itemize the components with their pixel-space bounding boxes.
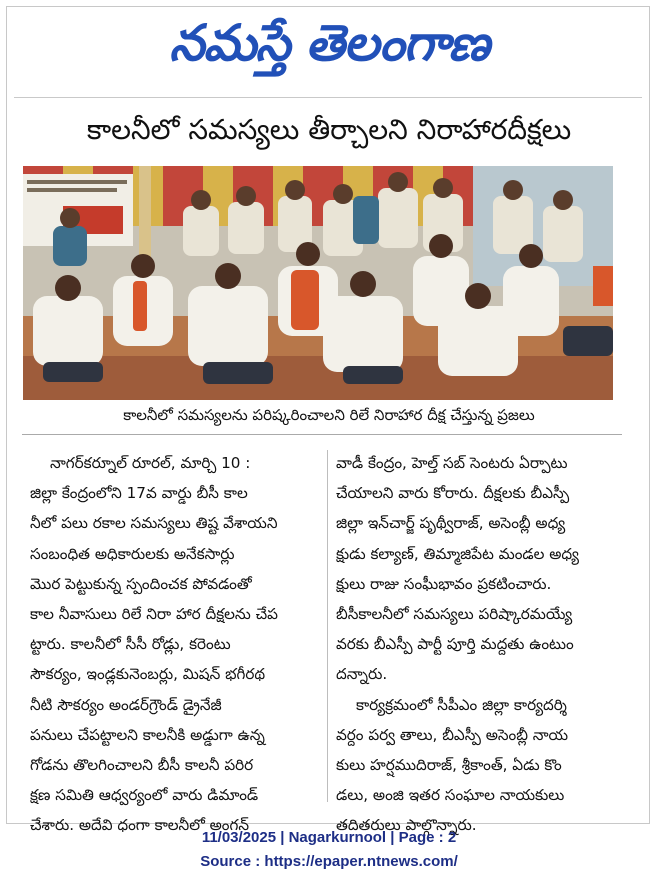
article-line: పనులు చేపట్టాలని కాలనీకి అడ్డుగా ఉన్న [30,725,265,744]
article-line: సౌకర్యం, ఇండ్లకునెంబర్లు, మిషన్ భగీరథ [30,665,266,684]
source-link[interactable]: Source : https://epaper.ntnews.com/ [200,853,458,870]
masthead-divider [14,97,642,98]
edition-info: 11/03/2025 | Nagarkurnool | Page : 2 [201,829,457,846]
article-line: గోడను తొలగించాలని బీసీ కాలనీ పరిర [30,756,254,775]
caption-divider [22,434,622,435]
article-line: క్షణ సమితి ఆధ్వర్యంలో వారు డిమాండ్ [30,786,259,805]
article-column-left [30,448,320,841]
article-line: ట్టారు. కాలనీలో సీసీ రోడ్లు, కరెంటు [30,635,231,654]
article-line: క్షుడు కల్యాణ్, తిమ్మాజిపేట మండల అధ్య [336,544,579,563]
article-line: తదితరులు పాల్గొన్నారు. [336,816,477,835]
article-column-right [336,448,626,841]
article-line: వర్దం పర్వ తాలు, బీఎస్పీ అసెంబ్లీ నాయ [336,725,569,744]
article-line: చేశారు. అదేవి ధంగా కాలనీలో అంగన్ [30,816,250,835]
article-line: బీసీకాలనీలో సమస్యలు పరిష్కారమయ్యే [336,605,573,624]
article-line: కాల నీవాసులు రిలే నిరా హార దీక్షలను చేప [30,605,278,624]
article-line: వరకు బీఎస్పీ పార్టీ పూర్తి మద్దతు ఉంటుం [336,635,574,654]
article-line: జిల్లా కేంద్రంలోని 17వ వార్డు బీసీ కాల [30,484,248,503]
article-line: వాడీ కేంద్రం, హెల్త్ సబ్ సెంటరు ఏర్పాటు [336,454,568,472]
article-line: మొర పెట్టుకున్న స్పందించక పోవడంతో [30,574,252,593]
article-line: నీలో పలు రకాల సమస్యలు తిష్ట వేశాయని [30,514,278,533]
article-line: నీటి సౌకర్యం అండర్‌గ్రౌండ్ డ్రైనేజీ [30,695,222,714]
article-line: దన్నారు. [336,665,388,684]
article-headline: కాలనీలో సమస్యలు తీర్చాలని నిరాహారదీక్షలు [86,113,572,146]
article-line: నాగర్‌కర్నూల్ రూరల్, మార్చి 10 : [50,454,251,472]
article-line: సంబంధిత అధికారులకు అనేకసార్లు [30,544,235,563]
article-line: చేయాలని వారు కోరారు. దీక్షలకు బీఎస్పీ [336,484,570,503]
article-line: కార్యక్రమంలో సీపీఎం జిల్లా కార్యదర్శి [356,695,567,714]
article-photo [23,166,613,400]
article-line: జిల్లా ఇన్‌చార్జ్ పృథ్వీరాజ్, అసెంబ్లీ అధ్య [336,514,566,533]
column-divider [327,450,328,802]
newspaper-masthead: నమస్తే తెలంగాణ [169,14,489,72]
photo-caption: కాలనీలో సమస్యలను పరిష్కరించాలని రిలే నిరాహార దీక్ష చేస్తున్న ప్రజలు [123,406,535,424]
article-line: డలు, అంజి ఇతర సంఘాల నాయకులు [336,786,565,805]
article-line: క్షులు రాజు సంఘీభావం ప్రకటించారు. [336,574,552,593]
article-line: కులు హర్షముదిరాజ్, శ్రీకాంత్, ఏడు కొం [336,756,562,775]
